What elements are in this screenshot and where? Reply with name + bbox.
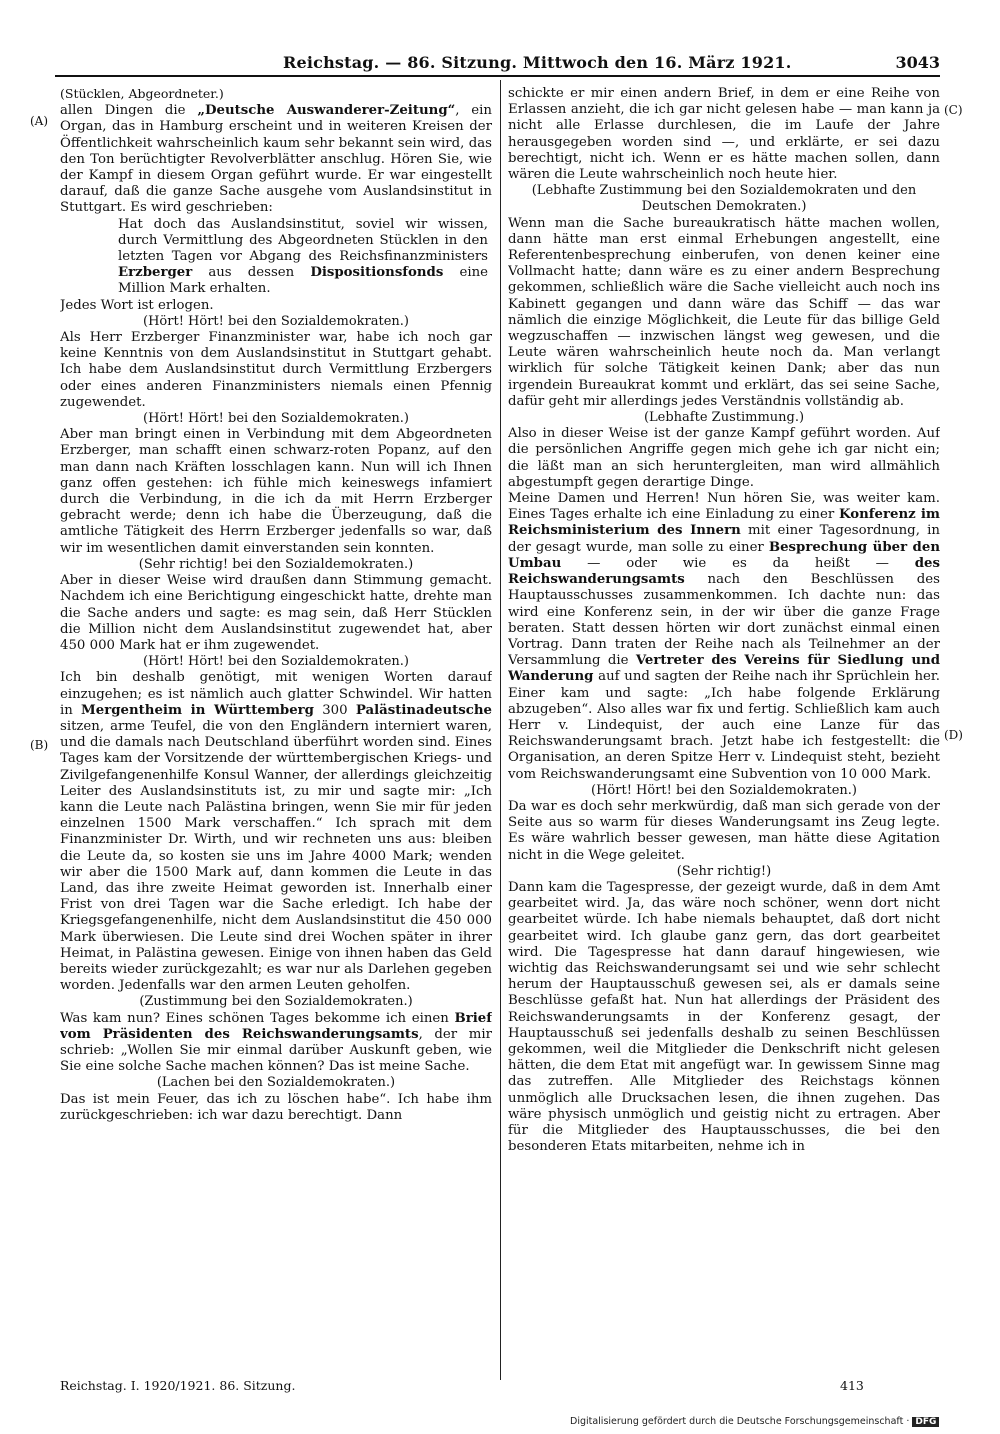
interjection: (Sehr richtig!) <box>676 863 772 879</box>
emphasis-text: Brief vom Präsidenten des Reichswanderungsamts <box>60 1010 492 1042</box>
emphasis-text: des Reichswanderungsamts <box>508 555 940 588</box>
page-header <box>55 53 940 77</box>
interjection: (Lachen bei den Sozialdemokraten.) <box>156 1075 396 1091</box>
paragraph: Da war es doch sehr merkwürdig, daß man sich gerade von der Seite aus so warm für dieses Wanderungsamt ins Zeug legte. Es wäre wahrlich besser gewesen, man hätte diese Agitation nicht in die Wege geleitet. <box>508 798 940 863</box>
emphasis-text: Mergentheim in Württemberg <box>81 702 314 718</box>
paragraph <box>60 103 492 216</box>
interjection: (Hört! Hört! bei den Sozialdemokraten.) <box>143 411 409 427</box>
interjection: (Hört! Hört! bei den Sozialdemokraten.) <box>143 654 409 670</box>
paragraph: Wenn man die Sache bureaukratisch hätte machen wollen, dann hätte man erst einmal Erhebungen angestellt, eine Referentenbesprechung einberufen, von denen keiner eine Vollmacht hatte; dann wäre es zu einer andern Besprechung gekommen, schließlich wäre die Sache vielleicht auch noch ins Kabinett gegangen und dann wäre das Schiff — das war nämlich die einzige Möglichkeit, die Leute für das billige Geld wegzuschaffen — inzwischen längst weg gewesen, und die Leute wären wahrscheinlich heute noch da. Man verlangt wirklich für solche Tätigkeit keinen Dank; aber das nun irgendein Bureaukrat kommt und erklärt, das sei seine Sache, dafür geht mir allerdings jedes Verständnis vollständig ab. <box>508 215 940 409</box>
margin-marker-d: (D) <box>944 728 963 742</box>
paragraph: Das ist mein Feuer, das ich zu löschen habe“. Ich habe ihm zurückgeschrieben: ich war dazu berechtigt. Dann <box>60 1091 492 1123</box>
right-column <box>508 86 940 1374</box>
text-run: , ein Organ, das in Hamburg erscheint und in weiteren Kreisen der Öffentlichkeit wahrscheinlich kaum sehr bekannt sein wird, das den Ton berüchtigter Revolverblätter anschlug. Hören Sie, wie der Kampf in diesem Organ geführt wurde. Er war eingestellt darauf, daß die ganze Sache ausgehe vom Auslandsinstitut in Stuttgart. Es wird geschrieben: <box>60 103 492 216</box>
emphasis-text: Erzberger <box>118 265 193 281</box>
paragraph <box>60 1011 492 1076</box>
text-run: Ich bin deshalb genötigt, mit wenigen Worten darauf einzugehen; es ist nämlich auch glatter Schwindel. Wir hatten in <box>60 670 492 718</box>
paragraph: Aber man bringt einen in Verbindung mit dem Abgeordneten Erzberger, man schafft einen schwarz-roten Popanz, auf den man dann nach Kräften losschlagen kann. Nun will ich Ihnen ganz offen gestehen: ich fühle mich keineswegs infamiert durch die Verbindung, in die ich da mit Herrn Erzberger gebracht werde; denn ich habe die Überzeugung, daß die amtliche Tätigkeit des Herrn Erzberger jedenfalls so war, daß wir im wesentlichen damit einverstanden sein konnten. <box>60 427 492 556</box>
digitization-credit <box>570 1416 939 1427</box>
text-run: aus dessen <box>192 265 311 281</box>
column-divider <box>500 80 501 1380</box>
footer-signature: Reichstag. I. 1920/1921. 86. Sitzung. <box>60 1378 296 1393</box>
left-column <box>60 86 492 1374</box>
interjection: (Hört! Hört! bei den Sozialdemokraten.) <box>591 782 857 798</box>
header-title: Reichstag. — 86. Sitzung. Mittwoch den 16. März 1921. <box>283 53 792 72</box>
interjection: (Lebhafte Zustimmung bei den Sozialdemokraten und den Deutschen Demokraten.) <box>531 183 917 215</box>
digitization-credit-text: Digitalisierung gefördert durch die Deutsche Forschungsgemeinschaft · <box>570 1416 910 1427</box>
paragraph: Als Herr Erzberger Finanzminister war, habe ich noch gar keine Kenntnis von dem Auslandsinstitut in Stuttgart gehabt. Ich habe dem Auslandsinstitut durch Vermittlung Erzbergers oder eines anderen Finanzministers niemals einen Pfennig zugewendet. <box>60 330 492 410</box>
text-run: auf und sagten der Reihe nach ihr Sprüchlein her. Einer kam und sagte: „Ich habe folgende Erklärung abzugeben“. Also alles war fix und fertig. Schließlich kam auch Herr v. Lindequist, der auch eine Lanze für das Reichswanderungsamt brach. Jetzt habe ich festgestellt: die Organisation, an deren Spitze Herr v. Lindequist steht, bezieht vom Reichswanderungsamt eine Subvention von 10 000 Mark. <box>508 669 940 782</box>
interjection: (Lebhafte Zustimmung.) <box>643 410 805 426</box>
text-run: , der mir schrieb: „Wollen Sie mir einmal darüber Auskunft geben, wie Sie eine solche Sache machen können? Das ist meine Sache. <box>60 1026 492 1075</box>
emphasis-text: Konferenz im Reichsministerium des Innern <box>508 507 940 539</box>
footer-sheet-number: 413 <box>840 1378 864 1393</box>
text-run: Meine Damen und Herren! Nun hören Sie, was weiter kam. Eines Tages erhalte ich eine Einladung zu einer <box>508 491 940 523</box>
emphasis-text: Besprechung über den Umbau <box>508 539 940 571</box>
interjection: (Hört! Hört! bei den Sozialdemokraten.) <box>143 313 409 329</box>
dfg-logo: DFG <box>912 1417 939 1427</box>
text-run: allen Dingen die <box>60 103 198 119</box>
page-number: 3043 <box>895 53 940 72</box>
paragraph: Aber in dieser Weise wird draußen dann Stimmung gemacht. Nachdem ich eine Berichtigung eingeschickt hatte, drehte man die Sache anders und sagte: es mag sein, daß Herr Stücklen die Million nicht dem Auslandsinstitut zugewendet hat, aber 450 000 Mark hat er ihm zugewendet. <box>60 573 492 653</box>
margin-marker-c: (C) <box>944 103 963 117</box>
paragraph: schickte er mir einen andern Brief, in dem er eine Reihe von Erlassen anzieht, die ich gar nicht gelesen habe — man kann ja nicht alle Erlasse durchlesen, die im Laufe der Jahre herausgegeben worden sind —, und erklärte, er sei dazu berechtigt, nicht ich. Wenn er es hätte machen sollen, dann wären die Leute wahrscheinlich noch heute hier. <box>508 86 940 183</box>
text-run: Hat doch das Auslandsinstitut, soviel wir wissen, durch Vermittlung des Abgeordneten Stücklen in den letzten Tagen vor Abgang des Reichsfinanzministers <box>118 216 488 265</box>
interjection: (Sehr richtig! bei den Sozialdemokraten.) <box>138 556 414 572</box>
emphasis-text: Palästinadeutsche <box>355 702 492 718</box>
text-run: eine Million Mark erhalten. <box>118 265 488 297</box>
emphasis-text: Dispositionsfonds <box>310 265 444 281</box>
quotation <box>60 217 492 298</box>
text-run: — oder wie es da heißt — <box>561 555 915 571</box>
interjection: (Zustimmung bei den Sozialdemokraten.) <box>139 994 413 1010</box>
text-run: mit einer Tagesordnung, in der gesagt wurde, man solle zu einer <box>508 523 940 555</box>
margin-marker-a: (A) <box>30 114 49 128</box>
text-run: 300 <box>313 702 356 718</box>
paragraph <box>508 491 940 783</box>
speaker-label: (Stücklen, Abgeordneter.) <box>60 86 224 101</box>
text-run: nach den Beschlüssen des Hauptausschusses zusammenkommen. Ich dachte nun: das wird eine Konferenz sein, in der wir über die ganze Frage beraten. Statt dessen hörten wir dort zunächst einmal einen Vortrag. Dann traten der Reihe nach als Teilnehmer an der Versammlung die <box>508 572 940 669</box>
paragraph <box>60 670 492 994</box>
emphasis-text: Vertreter des Vereins für Siedlung und Wanderung <box>508 653 940 685</box>
paragraph: Dann kam die Tagespresse, der gezeigt wurde, daß in dem Amt gearbeitet wird. Ja, das wäre noch schöner, wenn dort nicht gearbeitet würde. Ich habe niemals behauptet, daß dort nicht gearbeitet wird. Ich glaube ganz gern, das dort gearbeitet wird. Die Tagespresse hat dann darauf hingewiesen, wie wichtig das Reichswanderungsamt sei und wie sehr schlecht herum der Hauptausschuß gewesen sei, als er damals seine Beschlüsse gefaßt hat. Nun hat allerdings der Präsident des Reichswanderungsamts in der Konferenz gesagt, der Hauptausschuß sei jedenfalls deshalb zu seinen Beschlüssen gekommen, weil die Mitglieder die Denkschrift nicht gelesen hätten, die dem Etat mit angefügt war. In gewissem Sinne mag das zutreffen. Alle Mitglieder des Reichstags können unmöglich alle Drucksachen lesen, die ihnen zugehen. Das wäre physisch unmöglich und geistig nicht zu ertragen. Aber für die Mitglieder des Hauptausschusses, die bei den besonderen Etats mitarbeiten, nehme ich in <box>508 879 940 1155</box>
text-run: Was kam nun? Eines schönen Tages bekomme ich einen <box>60 1010 455 1026</box>
text-run: sitzen, arme Teufel, die von den Engländern interniert waren, und die damals nach Deutschland überführt worden sind. Eines Tages kam der Vorsitzende der württembergischen Kriegs- und Zivilgefangenenhilfe Konsul Wanner, der allerdings gleichzeitig Leiter des Auslandsinstituts ist, zu mir und sagte mir: „Ich kann die Leute nach Palästina bringen, wenn Sie mir für jeden einzelnen 1500 Mark verschaffen.“ Ich sprach mit dem Finanzminister Dr. Wirth, und wir rechneten uns aus: bleiben die Leute da, so kosten sie uns im Jahre 4000 Mark; wenden wir aber die 1500 Mark auf, dann kommen die Leute in das Land, das ihre zweite Heimat geworden ist. Innerhalb einer Frist von drei Tagen war die Sache erledigt. Ich habe der Kriegsgefangenenhilfe, nicht dem Auslandsinstitut die 450 000 Mark überwiesen. Die Leute sind drei Wochen später in ihrer Heimat, in Palästina gewesen. Einige von ihnen haben das Geld bereits wieder zurückgezahlt; es war nur als Darlehen gegeben worden. Jedenfalls war den armen Leuten geholfen. <box>60 718 492 994</box>
margin-marker-b: (B) <box>30 738 49 752</box>
emphasis-text: „Deutsche Auswanderer-Zeitung“ <box>197 103 456 119</box>
paragraph: Also in dieser Weise ist der ganze Kampf geführt worden. Auf die persönlichen Angriffe gegen mich gehe ich gar nicht ein; die läßt man an sich heruntergleiten, man wird allmählich abgestumpft gegen derartige Dinge. <box>508 426 940 490</box>
paragraph: Jedes Wort ist erlogen. <box>60 297 214 313</box>
